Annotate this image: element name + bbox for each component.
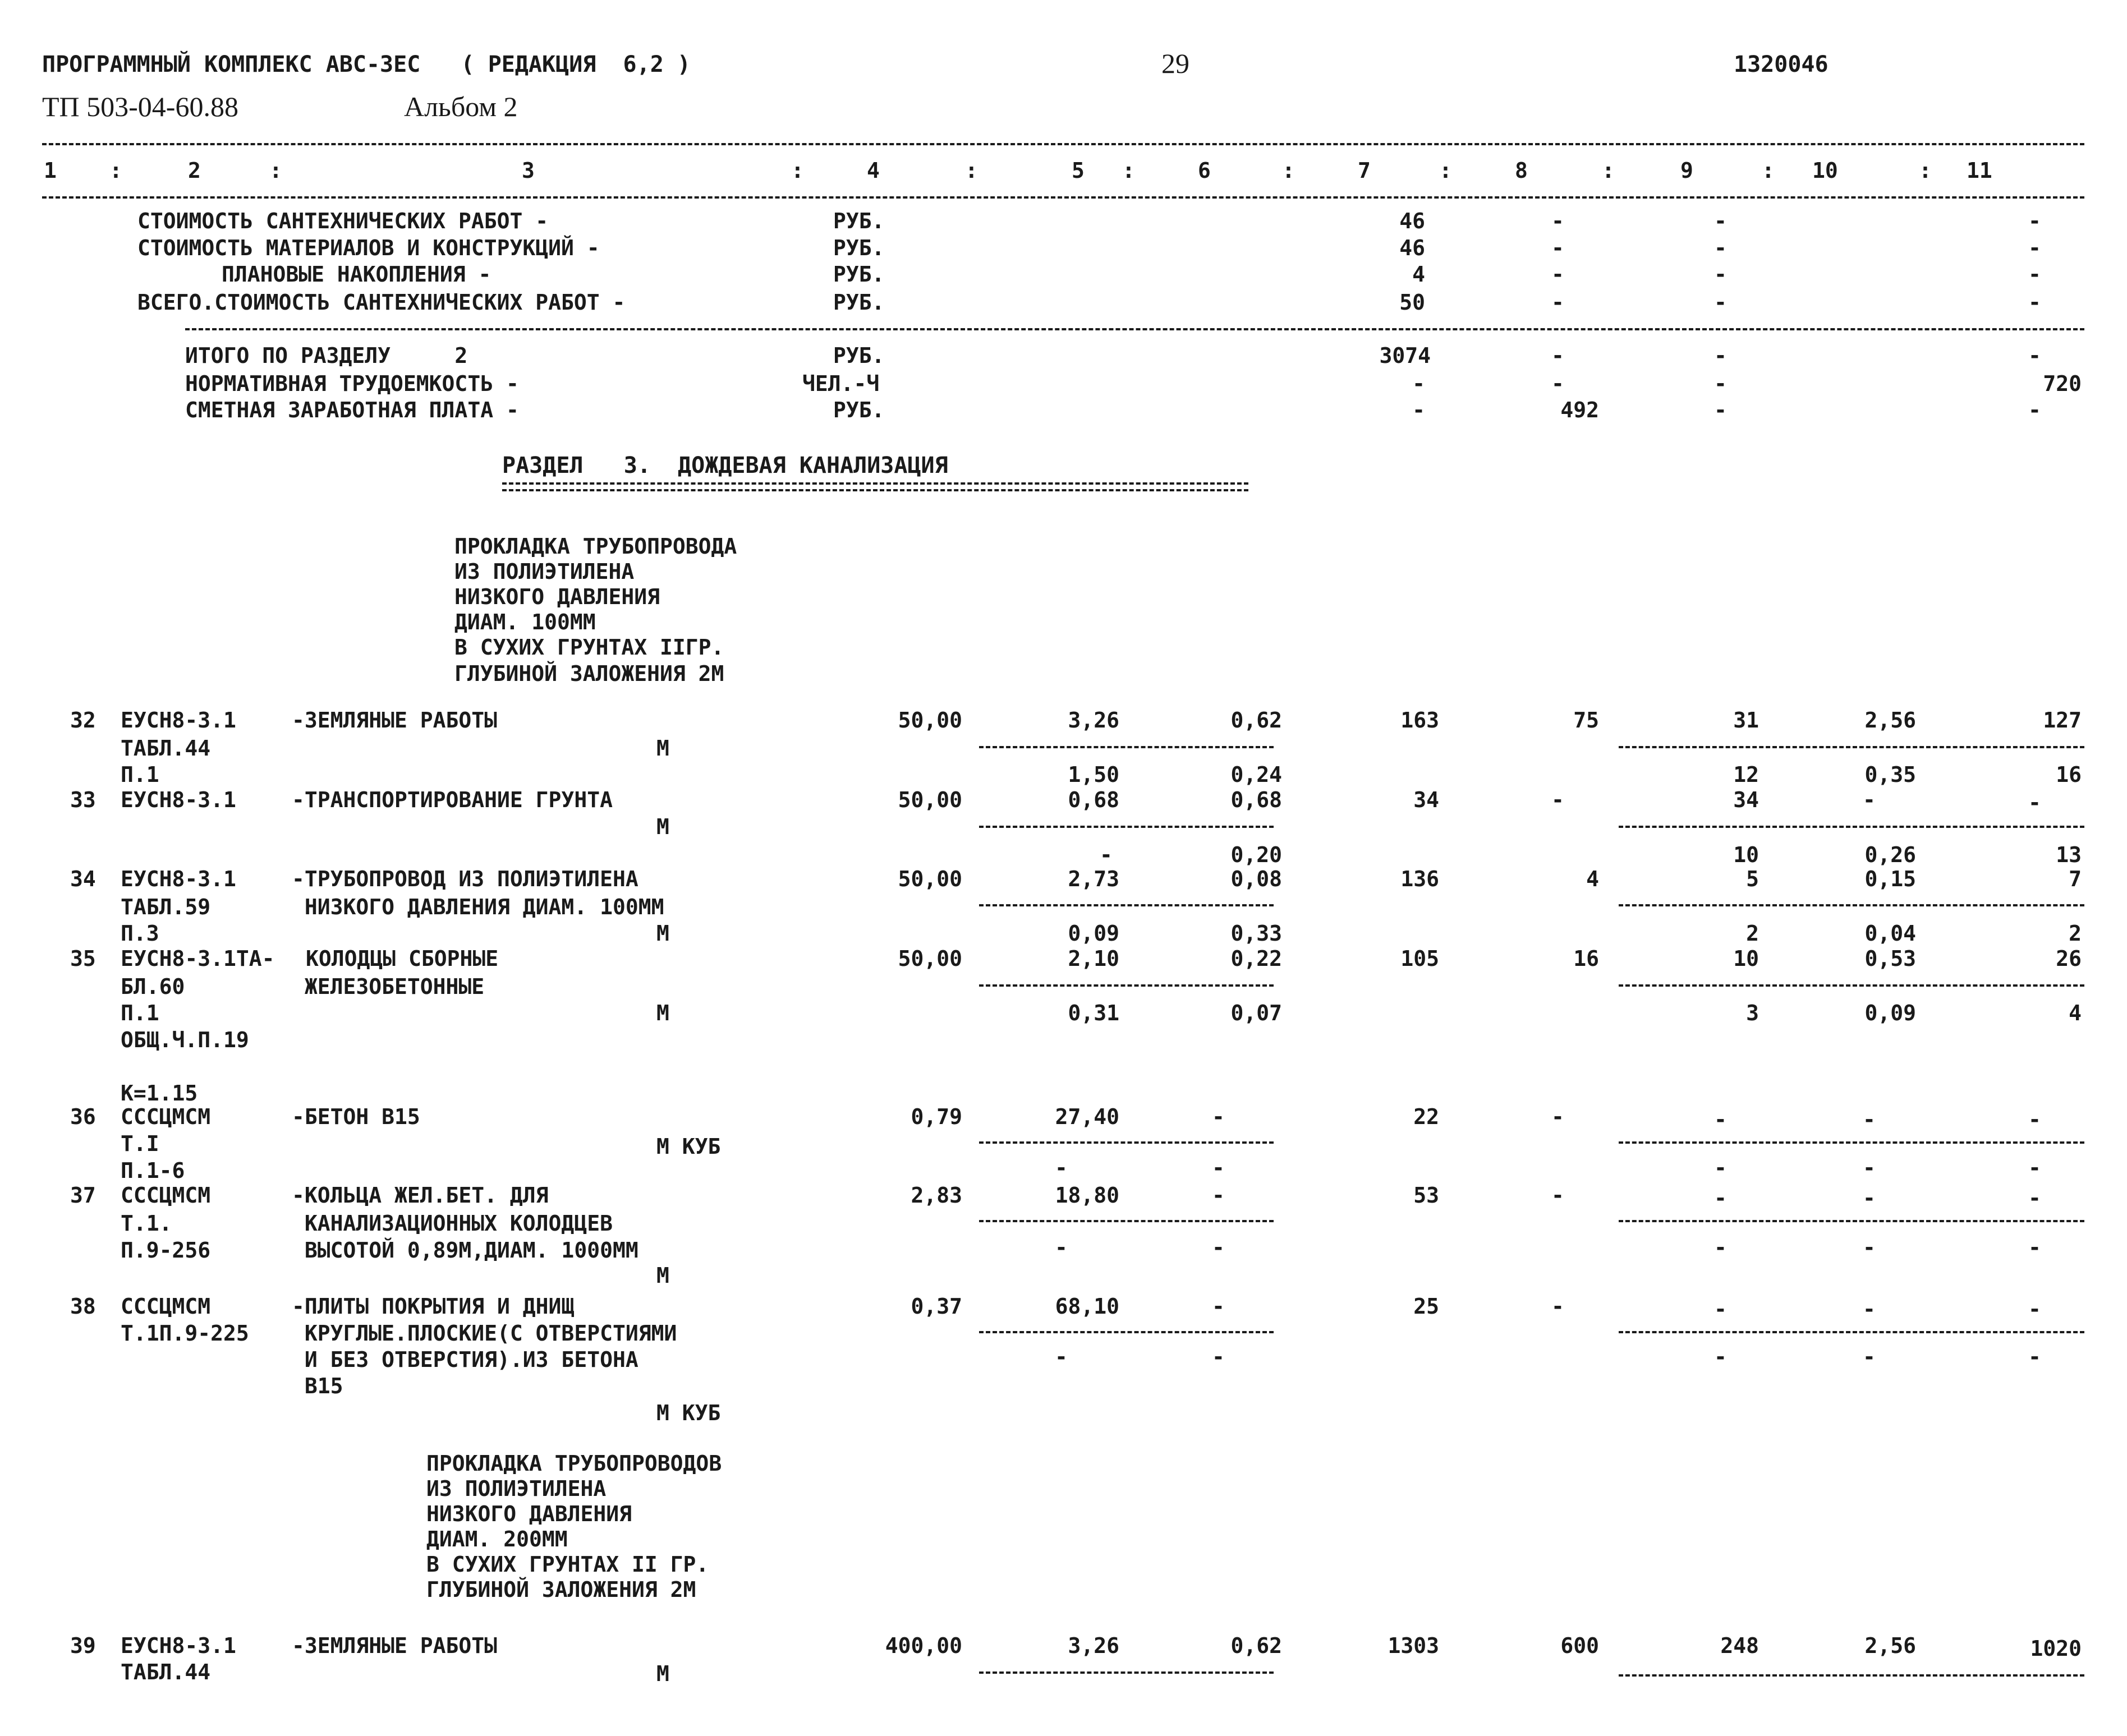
subsection-line: В СУХИХ ГРУНТАХ II ГР. (426, 1552, 709, 1577)
row-c10-sub: 0,09 (1864, 1001, 1916, 1025)
row-c7: 22 (1413, 1104, 1439, 1129)
col-header-3: 3 (522, 158, 535, 183)
row-c9: 34 (1733, 788, 1759, 812)
row-unit: М (656, 1263, 669, 1288)
col-header-7: 7 (1358, 158, 1371, 183)
row-c9: 31 (1733, 708, 1759, 733)
row-c6-sub: 0,07 (1230, 1001, 1282, 1025)
subsection-line: ДИАМ. 200ММ (426, 1527, 568, 1551)
row-code: СССЦМСМ (121, 1294, 211, 1319)
row-c11-sub: 13 (2056, 842, 2082, 867)
row-code: П.1 (121, 1001, 159, 1025)
row-c7: 34 (1413, 788, 1439, 812)
row-quantity: 50,00 (898, 788, 962, 812)
summary-c7: - (1412, 371, 1425, 396)
row-c9-sub: - (1714, 1155, 1727, 1180)
summary-unit: РУБ. (833, 343, 885, 368)
summary-c9: - (1714, 290, 1727, 315)
row-c9-sub: - (1714, 1344, 1727, 1369)
row-c11: - (2028, 1107, 2041, 1132)
row-code: К=1.15 (121, 1081, 198, 1106)
col-separator: : (1762, 158, 1775, 183)
row-number: 38 (70, 1294, 96, 1319)
row-c5-sub: - (1055, 1344, 1068, 1369)
col-separator: : (1282, 158, 1295, 183)
document-code: 1320046 (1734, 52, 1829, 77)
col-separator: : (965, 158, 978, 183)
summary-c11: - (2028, 290, 2041, 315)
row-subrule (1619, 826, 2084, 828)
subsection-line: НИЗКОГО ДАВЛЕНИЯ (426, 1502, 632, 1526)
row-c6: 0,68 (1230, 788, 1282, 812)
row-subrule (979, 1671, 1274, 1674)
row-c7: 25 (1413, 1294, 1439, 1319)
row-c11: 7 (2069, 867, 2082, 891)
row-c10: 0,53 (1864, 946, 1916, 971)
row-c5-sub: 0,09 (1068, 921, 1119, 946)
row-c5: 3,26 (1068, 708, 1119, 733)
row-description: КАНАЛИЗАЦИОННЫХ КОЛОДЦЕВ (292, 1211, 613, 1236)
col-separator: : (1122, 158, 1135, 183)
row-code: ЕУСН8-3.1 (121, 788, 236, 812)
row-c11: - (2028, 1186, 2041, 1210)
summary-c9: - (1714, 262, 1727, 287)
row-subrule (1619, 984, 2084, 987)
row-c6: 0,08 (1230, 867, 1282, 891)
row-c8: - (1551, 1294, 1564, 1319)
subsection-line: В СУХИХ ГРУНТАХ IIГР. (454, 635, 724, 660)
row-c5: 18,80 (1055, 1183, 1119, 1208)
row-subrule (979, 746, 1274, 748)
row-c8: - (1551, 788, 1564, 812)
row-description: В15 (292, 1374, 343, 1398)
row-c6-sub: - (1212, 1344, 1225, 1369)
summary-c9: - (1714, 236, 1727, 260)
row-unit: М (656, 814, 669, 839)
row-c6: - (1212, 1104, 1225, 1129)
row-c10-sub: - (1863, 1344, 1876, 1369)
row-c8: 75 (1573, 708, 1599, 733)
row-description: -ЗЕМЛЯНЫЕ РАБОТЫ (292, 708, 498, 733)
row-number: 36 (70, 1104, 96, 1129)
row-number: 35 (70, 946, 96, 971)
row-number: 37 (70, 1183, 96, 1208)
section-title: РАЗДЕЛ 3. ДОЖДЕВАЯ КАНАЛИЗАЦИЯ (502, 453, 948, 478)
row-number: 34 (70, 867, 96, 891)
row-c10: 2,56 (1864, 708, 1916, 733)
row-c10-sub: 0,26 (1864, 842, 1916, 867)
row-description: И БЕЗ ОТВЕРСТИЯ).ИЗ БЕТОНА (292, 1347, 638, 1372)
row-c10-sub: 0,35 (1864, 762, 1916, 787)
col-header-5: 5 (1072, 158, 1085, 183)
row-c6: - (1212, 1183, 1225, 1208)
row-c5: 3,26 (1068, 1633, 1119, 1658)
summary-unit: РУБ. (833, 262, 885, 287)
col-header-1: 1 (44, 158, 57, 183)
row-c11: 1020 (2030, 1636, 2082, 1661)
row-c11-sub: 4 (2069, 1001, 2082, 1025)
section-title-underline (502, 489, 1248, 491)
summary-c8: 492 (1560, 398, 1599, 422)
subsection-line: ПРОКЛАДКА ТРУБОПРОВОДОВ (426, 1451, 722, 1476)
row-code: ОБЩ.Ч.П.19 (121, 1028, 249, 1052)
row-code: ЕУСН8-3.1 (121, 708, 236, 733)
row-c8: - (1551, 1183, 1564, 1208)
row-c6-sub: 0,33 (1230, 921, 1282, 946)
row-number: 33 (70, 788, 96, 812)
row-description: НИЗКОГО ДАВЛЕНИЯ ДИАМ. 100ММ (292, 895, 664, 919)
row-description: -БЕТОН В15 (292, 1104, 420, 1129)
row-c9-sub: - (1714, 1235, 1727, 1260)
subsection-line: ИЗ ПОЛИЭТИЛЕНА (426, 1476, 607, 1501)
row-subrule (1619, 1674, 2084, 1677)
col-header-4: 4 (867, 158, 880, 183)
summary-label: СТОИМОСТЬ МАТЕРИАЛОВ И КОНСТРУКЦИЙ - (137, 236, 600, 260)
row-subrule (979, 1220, 1274, 1222)
summary-unit: РУБ. (833, 398, 885, 422)
row-description: ВЫСОТОЙ 0,89М,ДИАМ. 1000ММ (292, 1238, 638, 1263)
summary-c11: 720 (2043, 371, 2082, 396)
row-c6: 0,62 (1230, 1633, 1282, 1658)
row-subrule (979, 1141, 1274, 1144)
row-quantity: 400,00 (885, 1633, 962, 1658)
summary-c11: - (2028, 209, 2041, 233)
row-code: Т.1П.9-225 (121, 1321, 249, 1346)
summary-c8: - (1551, 236, 1564, 260)
row-c6: 0,22 (1230, 946, 1282, 971)
row-c6: 0,62 (1230, 708, 1282, 733)
row-quantity: 50,00 (898, 867, 962, 891)
row-code: П.3 (121, 921, 159, 946)
row-c10-sub: - (1863, 1235, 1876, 1260)
row-c8: - (1551, 1104, 1564, 1129)
row-c5: 68,10 (1055, 1294, 1119, 1319)
summary-c7: 50 (1399, 290, 1425, 315)
col-separator: : (1919, 158, 1932, 183)
summary-c11: - (2028, 236, 2041, 260)
row-subrule (1619, 746, 2084, 748)
row-c7: 1303 (1388, 1633, 1439, 1658)
col-header-8: 8 (1515, 158, 1528, 183)
row-subrule (979, 1331, 1274, 1333)
row-c9-sub: 3 (1746, 1001, 1759, 1025)
subsection-line: ГЛУБИНОЙ ЗАЛОЖЕНИЯ 2М (426, 1577, 696, 1602)
row-code: П.9-256 (121, 1238, 211, 1263)
row-description: КРУГЛЫЕ.ПЛОСКИЕ(С ОТВЕРСТИЯМИ (292, 1321, 677, 1346)
col-header-11: 11 (1967, 158, 1992, 183)
row-c6-sub: - (1212, 1155, 1225, 1180)
row-c8: 16 (1573, 946, 1599, 971)
row-c9: 10 (1733, 946, 1759, 971)
row-c6-sub: - (1212, 1235, 1225, 1260)
row-quantity: 0,79 (911, 1104, 962, 1129)
header-rule-bottom (42, 196, 2084, 199)
row-c8: 600 (1560, 1633, 1599, 1658)
row-description: -ТРУБОПРОВОД ИЗ ПОЛИЭТИЛЕНА (292, 867, 638, 891)
row-unit: М (656, 1001, 669, 1025)
page-number: 29 (1161, 48, 1189, 79)
row-c9-sub: 10 (1733, 842, 1759, 867)
summary-c9: - (1714, 209, 1727, 233)
summary-label: НОРМАТИВНАЯ ТРУДОЕМКОСТЬ - (185, 371, 519, 396)
summary-label: ИТОГО ПО РАЗДЕЛУ 2 (185, 343, 468, 368)
row-quantity: 0,37 (911, 1294, 962, 1319)
summary-c7: 3074 (1379, 343, 1431, 368)
row-code: БЛ.60 (121, 974, 185, 999)
row-code: ТАБЛ.44 (121, 736, 211, 761)
row-code: СССЦМСМ (121, 1104, 211, 1129)
row-c7: 163 (1400, 708, 1439, 733)
summary-label: СТОИМОСТЬ САНТЕХНИЧЕСКИХ РАБОТ - (137, 209, 549, 233)
row-c11: 127 (2043, 708, 2082, 733)
row-c5: 27,40 (1055, 1104, 1119, 1129)
summary-c8: - (1551, 371, 1564, 396)
row-quantity: 2,83 (911, 1183, 962, 1208)
summary-unit: РУБ. (833, 236, 885, 260)
row-c9: 5 (1746, 867, 1759, 891)
row-c5-sub: 0,31 (1068, 1001, 1119, 1025)
row-c5: 0,68 (1068, 788, 1119, 812)
row-c9: - (1714, 1186, 1727, 1210)
summary-c9: - (1714, 398, 1727, 422)
row-code: ТАБЛ.44 (121, 1660, 211, 1684)
row-c11-sub: 16 (2056, 762, 2082, 787)
summary-c7: 46 (1399, 236, 1425, 260)
row-unit: М КУБ (656, 1401, 721, 1425)
summary-label: ВСЕГО.СТОИМОСТЬ САНТЕХНИЧЕСКИХ РАБОТ - (137, 290, 626, 315)
summary-c9: - (1714, 343, 1727, 368)
row-c11-sub: - (2028, 1344, 2041, 1369)
summary-c8: - (1551, 262, 1564, 287)
row-c6-sub: 0,20 (1230, 842, 1282, 867)
subsection-line: ПРОКЛАДКА ТРУБОПРОВОДА (454, 534, 737, 559)
col-separator: : (109, 158, 122, 183)
row-c9: - (1714, 1107, 1727, 1132)
row-code: ТАБЛ.59 (121, 895, 211, 919)
row-c9-sub: 12 (1733, 762, 1759, 787)
summary-unit: РУБ. (833, 209, 885, 233)
row-c7: 53 (1413, 1183, 1439, 1208)
row-subrule (1619, 904, 2084, 906)
row-description: ЖЕЛЕЗОБЕТОННЫЕ (292, 974, 485, 999)
summary-c8: - (1551, 209, 1564, 233)
row-c10-sub: - (1863, 1155, 1876, 1180)
row-description: -ПЛИТЫ ПОКРЫТИЯ И ДНИЩ (292, 1294, 575, 1319)
row-subrule (1619, 1141, 2084, 1144)
row-c11-sub: - (2028, 1235, 2041, 1260)
summary-c7: 46 (1399, 209, 1425, 233)
summary-c9: - (1714, 371, 1727, 396)
col-separator: : (1602, 158, 1615, 183)
row-subrule (979, 984, 1274, 987)
row-description: КОЛОДЦЫ СБОРНЫЕ (306, 946, 499, 971)
col-header-6: 6 (1198, 158, 1211, 183)
row-quantity: 50,00 (898, 708, 962, 733)
row-c5: 2,73 (1068, 867, 1119, 891)
row-number: 39 (70, 1633, 96, 1658)
row-c9: - (1714, 1297, 1727, 1321)
row-code: П.1-6 (121, 1158, 185, 1183)
album-label: Альбом 2 (404, 91, 518, 122)
row-c8: 4 (1586, 867, 1599, 891)
row-c10: - (1863, 1297, 1876, 1321)
row-code: СССЦМСМ (121, 1183, 211, 1208)
summary-unit: ЧЕЛ.-Ч (802, 371, 880, 396)
row-unit: М КУБ (656, 1134, 721, 1159)
project-number: ТП 503-04-60.88 (42, 91, 238, 122)
row-c11: - (2028, 790, 2041, 815)
row-subrule (979, 904, 1274, 906)
col-header-9: 9 (1680, 158, 1693, 183)
row-c7: 136 (1400, 867, 1439, 891)
row-number: 32 (70, 708, 96, 733)
summary-c7: - (1412, 398, 1425, 422)
row-c5-sub: - (1055, 1155, 1068, 1180)
row-c5: 2,10 (1068, 946, 1119, 971)
row-c11-sub: - (2028, 1155, 2041, 1180)
subsection-line: ДИАМ. 100ММ (454, 610, 596, 634)
row-c10-sub: 0,04 (1864, 921, 1916, 946)
row-unit: М (656, 921, 669, 946)
row-code: П.1 (121, 762, 159, 787)
row-c10: 0,15 (1864, 867, 1916, 891)
col-header-10: 10 (1812, 158, 1838, 183)
row-subrule (1619, 1220, 2084, 1222)
row-c10: - (1863, 788, 1876, 812)
row-unit: М (656, 736, 669, 761)
row-c7: 105 (1400, 946, 1439, 971)
row-subrule (1619, 1331, 2084, 1333)
row-c10: - (1863, 1107, 1876, 1132)
subsection-line: ИЗ ПОЛИЭТИЛЕНА (454, 559, 635, 584)
row-c11: - (2028, 1297, 2041, 1321)
row-c6-sub: 0,24 (1230, 762, 1282, 787)
row-c10: 2,56 (1864, 1633, 1916, 1658)
col-separator: : (791, 158, 804, 183)
row-description: -ЗЕМЛЯНЫЕ РАБОТЫ (292, 1633, 498, 1658)
row-code: ЕУСН8-3.1 (121, 1633, 236, 1658)
row-code: Т.I (121, 1131, 159, 1156)
row-c5-sub: - (1100, 842, 1113, 867)
row-c11: 26 (2056, 946, 2082, 971)
summary-rule (185, 328, 2084, 330)
summary-unit: РУБ. (833, 290, 885, 315)
row-code: ЕУСН8-3.1ТА- (121, 946, 275, 971)
summary-label: СМЕТНАЯ ЗАРАБОТНАЯ ПЛАТА - (185, 398, 519, 422)
summary-c11: - (2028, 262, 2041, 287)
summary-label: ПЛАНОВЫЕ НАКОПЛЕНИЯ - (222, 262, 491, 287)
summary-c8: - (1551, 343, 1564, 368)
summary-c11: - (2028, 343, 2041, 368)
section-title-underline (502, 482, 1248, 485)
col-separator: : (269, 158, 282, 183)
row-c9-sub: 2 (1746, 921, 1759, 946)
subsection-line: НИЗКОГО ДАВЛЕНИЯ (454, 584, 660, 609)
row-unit: М (656, 1661, 669, 1686)
row-c9: 248 (1720, 1633, 1759, 1658)
row-quantity: 50,00 (898, 946, 962, 971)
row-description: -ТРАНСПОРТИРОВАНИЕ ГРУНТА (292, 788, 613, 812)
row-c5-sub: 1,50 (1068, 762, 1119, 787)
row-c11-sub: 2 (2069, 921, 2082, 946)
summary-c7: 4 (1412, 262, 1425, 287)
row-subrule (979, 826, 1274, 828)
row-description: -КОЛЬЦА ЖЕЛ.БЕТ. ДЛЯ (292, 1183, 549, 1208)
row-code: Т.1. (121, 1211, 172, 1236)
col-header-2: 2 (188, 158, 201, 183)
subsection-line: ГЛУБИНОЙ ЗАЛОЖЕНИЯ 2М (454, 661, 724, 686)
col-separator: : (1439, 158, 1452, 183)
header-rule-top (42, 143, 2084, 145)
summary-c8: - (1551, 290, 1564, 315)
summary-c11: - (2028, 398, 2041, 422)
program-header: ПРОГРАММНЫЙ КОМПЛЕКС АВС-3ЕС ( РЕДАКЦИЯ 6,2 ) (42, 52, 691, 77)
row-c5-sub: - (1055, 1235, 1068, 1260)
row-code: ЕУСН8-3.1 (121, 867, 236, 891)
row-c6: - (1212, 1294, 1225, 1319)
row-c10: - (1863, 1186, 1876, 1210)
